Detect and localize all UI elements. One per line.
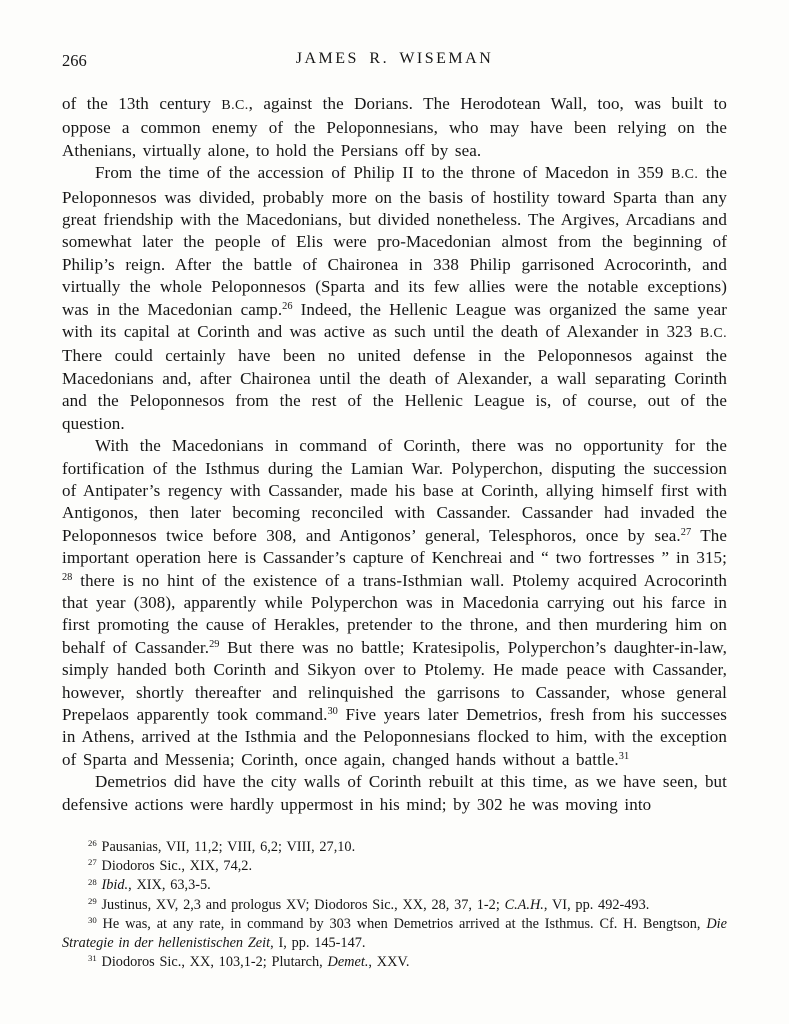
footnotes-section: [62, 838, 727, 972]
body-paragraph: of the 13th century B.C., against the Dorians. The Herodotean Wall, too, was built to oppose a common enemy of the Peloponnesians, who may have been relying on the Athenians, virtually alone, to hold the Persians off by sea.: [62, 94, 727, 160]
page-number: 266: [62, 51, 87, 70]
body-paragraph: With the Macedonians in command of Corinth, there was no opportunity for the fortification of the Isthmus during the Lamian War. Polyperchon, disputing the succession of Antipater’s regency with Cassander, made his base at Corinth, allying himself first with Antigonos, then later becoming reconciled with Cassander. Cassander had invaded the Peloponnesos twice before 308, and Antigonos’ general, Telesphoros, once by sea.$^{27}$ The important operation here is Cassander’s capture of Kenchreai and “ two fortresses ” in 315; $^{28}$ there is no hint of the existence of a trans-Isthmian wall. Ptolemy acquired Acrocorinth that year (308), apparently while Polyperchon was in Macedonia carrying out his farce in first promoting the cause of Herakles, pretender to the throne, and then murdering him on behalf of Cassander.$^{29}$ But there was no battle; Kratesipolis, Polyperchon’s daughter-in-law, simply handed both Corinth and Sikyon over to Ptolemy. He made peace with Cassander, however, shortly thereafter and relinquished the garrisons to Cassander, whose general Prepelaos apparently took command.$^{30}$ Five years later Demetrios, fresh from his successes in Athens, arrived at the Isthmia and the Peloponnesians flocked to him, with the exception of Sparta and Messenia; Corinth, once again, changed hands without a battle.$^{31}$: [62, 436, 728, 769]
article-body: [62, 93, 727, 816]
footnote: $^{27}$ Diodoros Sic., XIX, 74,2.: [88, 857, 253, 875]
page-header: [62, 50, 727, 72]
footnote: $^{26}$ Pausanias, VII, 11,2; VIII, 6,2; VIII, 27,10.: [88, 838, 356, 855]
footnote: $^{29}$ Justinus, XV, 2,3 and prologus XV; Diodoros Sic., XX, 28, 37, 1-2; C.A.H., VI, pp. 492-493.: [88, 895, 650, 913]
footnote: $^{30}$ He was, at any rate, in command by 303 when Demetrios arrived at the Isthmus. Cf. H. Bengtson, Die Strategie in der hellenistischen Zeit, I, pp. 145-147.: [62, 915, 727, 952]
footnote: $^{28}$ Ibid., XIX, 63,3-5.: [88, 876, 211, 894]
running-head: JAMES R. WISEMAN: [295, 50, 494, 67]
footnote: $^{31}$ Diodoros Sic., XX, 103,1-2; Plutarch, Demet., XXV.: [88, 953, 410, 971]
body-paragraph: Demetrios did have the city walls of Corinth rebuilt at this time, as we have seen, but defensive actions were hardly uppermost in his mind; by 302 he was moving into: [62, 772, 727, 814]
body-paragraph: From the time of the accession of Philip II to the throne of Macedon in 359 B.C. the Peloponnesos was divided, probably more on the basis of hostility toward Sparta than any great friendship with the Macedonians, but divided nonetheless. The Argives, Arcadians and somewhat later the people of Elis were pro-Macedonian almost from the beginning of Philip’s reign. After the battle of Chaironea in 338 Philip garrisoned Acrocorinth, and virtually the whole Peloponnesos (Sparta and its few allies were the notable exceptions) was in the Macedonian camp.$^{26}$ Indeed, the Hellenic League was organized the same year with its capital at Corinth and was active as such until the death of Alexander in 323 B.C. There could certainly have been no united defense in the Peloponnesos against the Macedonians and, after Chaironea until the death of Alexander, a wall separating Corinth and the Peloponnesos from the rest of the Hellenic League is, of course, out of the question.: [62, 163, 728, 433]
